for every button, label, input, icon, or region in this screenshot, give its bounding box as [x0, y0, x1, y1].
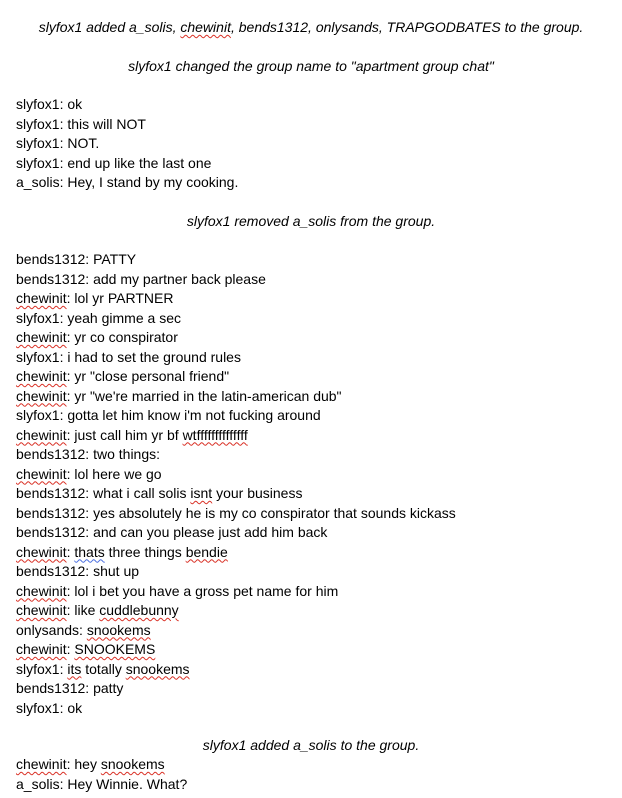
message-username: slyfox1: [16, 309, 60, 326]
spellcheck-flagged-word: chewinit: [16, 641, 67, 657]
chat-message: a_solis: Hey Winnie. What?: [16, 775, 188, 792]
spellcheck-flagged-word: chewinit: [16, 602, 67, 618]
message-username: [16, 641, 67, 657]
message-username: bends1312: [16, 680, 86, 696]
message-username: [16, 388, 67, 404]
message-text: patty: [93, 680, 124, 696]
system-message: slyfox1 changed the group name to "apartment group chat": [128, 58, 494, 74]
chat-message: bends1312: yes absolutely he is my co conspirator that sounds kickass: [16, 504, 456, 521]
message-text: Hey, I stand by my cooking.: [67, 174, 239, 190]
message-text: just call him yr bf wtffffffffffffff: [74, 426, 248, 443]
message-text: end up like the last one: [67, 154, 212, 171]
message-text: yr "close personal friend": [74, 368, 230, 384]
spellcheck-flagged-word: SNOOKEMS: [74, 641, 156, 657]
spellcheck-flagged-word: snookems: [125, 660, 190, 677]
message-username: bends1312: [16, 446, 86, 462]
message-group: [16, 250, 616, 718]
message-username: bends1312: [16, 251, 86, 267]
chat-message: slyfox1: ok: [16, 96, 83, 112]
system-message: slyfox1 added a_solis, chewinit, bends1312, onlysands, TRAPGODBATES to the group.: [38, 19, 584, 35]
chat-message: chewinit: hey snookems: [16, 756, 165, 772]
message-text: lol yr PARTNER: [74, 290, 174, 306]
spellcheck-flagged-word: its: [67, 660, 82, 677]
spellcheck-flagged-word: chewinit: [16, 290, 67, 306]
chat-message: slyfox1: this will NOT: [16, 115, 146, 132]
chat-message: slyfox1: NOT.: [16, 135, 100, 151]
message-text: shut up: [93, 563, 140, 579]
chat-message: slyfox1: i had to set the ground rules: [16, 348, 241, 365]
chat-message: bends1312: shut up: [16, 563, 140, 579]
message-text: ok: [67, 699, 83, 716]
message-username: bends1312: [16, 485, 86, 501]
spellcheck-flagged-word: thats: [74, 543, 105, 560]
chat-message: chewinit: thats three things bendie: [16, 543, 228, 560]
message-text: this will NOT: [67, 115, 146, 132]
chat-message: slyfox1: its totally snookems: [16, 660, 190, 677]
chat-message: chewinit: SNOOKEMS: [16, 641, 156, 657]
spellcheck-flagged-word: cuddlebunny: [99, 602, 179, 618]
message-username: slyfox1: [16, 660, 60, 677]
message-username: bends1312: [16, 524, 86, 540]
message-username: bends1312: [16, 563, 86, 579]
message-username: [16, 427, 67, 443]
spellcheck-flagged-word: chewinit: [180, 19, 231, 35]
message-text: yes absolutely he is my co conspirator that sounds kickass: [93, 504, 456, 521]
message-text: thats three things bendie: [74, 543, 228, 560]
chat-message: onlysands: snookems: [16, 621, 151, 638]
message-text: what i call solis isnt your business: [93, 485, 303, 501]
message-text: hey snookems: [74, 756, 165, 772]
message-text: Hey Winnie. What?: [67, 775, 188, 792]
message-username: slyfox1: [16, 154, 60, 171]
spellcheck-flagged-word: isnt: [190, 485, 213, 501]
spellcheck-flagged-word: bendie: [185, 543, 228, 560]
message-text: yeah gimme a sec: [67, 309, 181, 326]
message-username: [16, 602, 67, 618]
message-username: [16, 329, 67, 345]
spellcheck-flagged-word: chewinit: [16, 756, 67, 772]
chat-message: slyfox1: ok: [16, 699, 83, 716]
message-text: lol here we go: [74, 465, 162, 482]
message-username: a_solis: [16, 775, 60, 792]
spellcheck-flagged-word: chewinit: [16, 368, 67, 384]
message-username: [16, 583, 67, 599]
chat-message: chewinit: yr co conspirator: [16, 329, 178, 345]
message-text: ok: [67, 96, 83, 112]
spellcheck-flagged-word: snookems: [100, 756, 165, 772]
chat-message: chewinit: lol i bet you have a gross pet name for him: [16, 582, 339, 599]
message-text: add my partner back please: [93, 270, 266, 287]
message-text: [87, 622, 151, 638]
message-text: yr co conspirator: [74, 329, 178, 345]
message-text: NOT.: [67, 135, 100, 151]
message-text: gotta let him know i'm not fucking around: [67, 407, 321, 423]
message-username: slyfox1: [16, 135, 60, 151]
chat-message: chewinit: like cuddlebunny: [16, 602, 179, 618]
chat-message: a_solis: Hey, I stand by my cooking.: [16, 174, 239, 190]
message-text: like cuddlebunny: [74, 602, 179, 618]
chat-message: slyfox1: yeah gimme a sec: [16, 309, 181, 326]
message-username: slyfox1: [16, 115, 60, 132]
system-message: slyfox1 removed a_solis from the group.: [186, 213, 436, 229]
spellcheck-flagged-word: wtffffffffffffff: [182, 426, 248, 443]
message-username: [16, 466, 67, 482]
message-username: slyfox1: [16, 348, 60, 365]
chat-message: bends1312: what i call solis isnt your business: [16, 485, 303, 501]
system-message: slyfox1 added a_solis to the group.: [202, 737, 420, 753]
message-text: yr "we're married in the latin-american dub": [74, 387, 342, 404]
chat-message: chewinit: just call him yr bf wtffffffffffffff: [16, 426, 248, 443]
spellcheck-flagged-word: chewinit: [16, 465, 67, 482]
spellcheck-flagged-word: chewinit: [16, 426, 67, 443]
message-username: slyfox1: [16, 699, 60, 716]
message-username: bends1312: [16, 504, 86, 521]
chat-message: bends1312: patty: [16, 680, 124, 696]
chat-message: chewinit: lol yr PARTNER: [16, 290, 174, 306]
spellcheck-flagged-word: chewinit: [16, 582, 67, 599]
chat-message: slyfox1: gotta let him know i'm not fucking around: [16, 407, 321, 423]
chat-message: bends1312: PATTY: [16, 251, 137, 267]
message-text: two things:: [93, 446, 161, 462]
message-username: onlysands: [16, 621, 80, 638]
message-group: [16, 95, 616, 193]
spellcheck-flagged-word: chewinit: [16, 329, 67, 345]
chat-message: chewinit: lol here we go: [16, 465, 162, 482]
message-text: [74, 641, 155, 657]
chat-message: chewinit: yr "we're married in the latin-american dub": [16, 387, 342, 404]
message-username: slyfox1: [16, 96, 60, 112]
message-username: bends1312: [16, 270, 86, 287]
message-username: [16, 368, 67, 384]
chat-message: chewinit: yr "close personal friend": [16, 368, 230, 384]
chat-message: bends1312: and can you please just add him back: [16, 524, 328, 540]
chat-message: slyfox1: end up like the last one: [16, 154, 212, 171]
message-username: [16, 290, 67, 306]
message-username: [16, 544, 67, 560]
message-username: [16, 756, 67, 772]
spellcheck-flagged-word: chewinit: [16, 543, 67, 560]
spellcheck-flagged-word: chewinit: [16, 387, 67, 404]
message-text: i had to set the ground rules: [67, 348, 241, 365]
message-group: [16, 755, 616, 794]
message-text: and can you please just add him back: [93, 524, 328, 540]
message-text: its totally snookems: [67, 660, 190, 677]
spellcheck-flagged-word: snookems: [86, 621, 151, 638]
chat-message: bends1312: add my partner back please: [16, 270, 266, 287]
message-username: a_solis: [16, 174, 60, 190]
chat-message: bends1312: two things:: [16, 446, 161, 462]
message-text: lol i bet you have a gross pet name for him: [74, 582, 339, 599]
message-username: slyfox1: [16, 407, 60, 423]
message-text: PATTY: [93, 251, 137, 267]
